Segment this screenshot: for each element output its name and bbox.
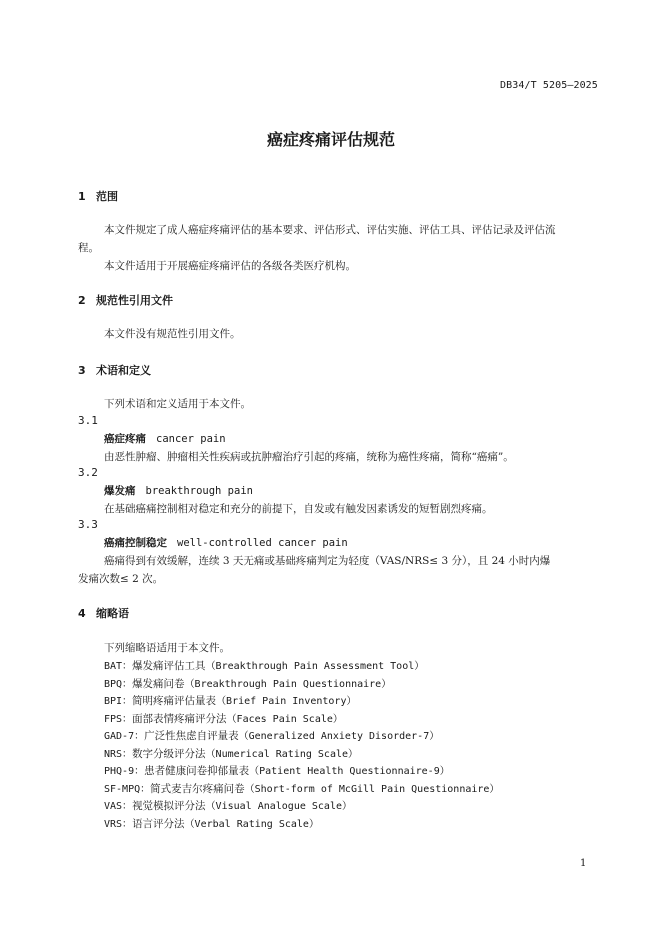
- doc-number: DB34/T 5205—2025: [500, 80, 598, 91]
- section-4-heading: [78, 605, 129, 621]
- abbreviation-item: GAD-7：广泛性焦虑自评量表（Generalized Anxiety Disorder-7）: [104, 730, 440, 742]
- abbreviation-item: NRS：数字分级评分法（Numerical Rating Scale）: [104, 748, 359, 760]
- paragraph: 本文件规定了成人癌症疼痛评估的基本要求、评估形式、评估实施、评估工具、评估记录及评估流: [104, 224, 556, 236]
- term-heading: [104, 535, 348, 550]
- term-zh: 爆发痛: [104, 485, 136, 497]
- paragraph: 下列术语和定义适用于本文件。: [104, 398, 251, 410]
- page-number: 1: [580, 858, 587, 869]
- abbreviation-item: FPS：面部表情疼痛评分法（Faces Pain Scale）: [104, 713, 343, 725]
- abbreviation-item: VAS：视觉模拟评分法（Visual Analogue Scale）: [104, 800, 352, 812]
- term-number: 3.2: [78, 466, 98, 479]
- abbreviation-item: BPI：简明疼痛评估量表（Brief Pain Inventory）: [104, 695, 357, 707]
- section-number: 3: [78, 364, 86, 377]
- term-number: 3.1: [78, 414, 98, 427]
- abbreviation-item: PHQ-9：患者健康问卷抑郁量表（Patient Health Questionnaire-9）: [104, 765, 450, 777]
- section-number: 2: [78, 294, 86, 307]
- section-number: 1: [78, 190, 86, 203]
- abbreviation-item: BPQ：爆发痛问卷（Breakthrough Pain Questionnaire）: [104, 678, 392, 690]
- term-en: cancer pain: [156, 433, 226, 445]
- term-definition: 在基础癌痛控制相对稳定和充分的前提下，自发或有触发因素诱发的短暂剧烈疼痛。: [104, 503, 493, 515]
- paragraph: 本文件适用于开展癌症疼痛评估的各级各类医疗机构。: [104, 260, 356, 272]
- term-zh: 癌痛控制稳定: [104, 537, 167, 549]
- section-2-heading: [78, 292, 173, 308]
- abbreviation-item: BAT：爆发痛评估工具（Breakthrough Pain Assessment Tool）: [104, 660, 425, 672]
- section-title: 规范性引用文件: [96, 294, 173, 307]
- section-1-heading: [78, 188, 118, 204]
- term-definition: 癌痛得到有效缓解，连续 3 天无痛或基础疼痛判定为轻度（VAS/NRS≤ 3 分），且 24 小时内爆: [104, 555, 551, 567]
- term-number: 3.3: [78, 518, 98, 531]
- section-title: 术语和定义: [96, 364, 151, 377]
- section-title: 缩略语: [96, 607, 129, 620]
- term-en: well-controlled cancer pain: [177, 537, 348, 549]
- term-zh: 癌症疼痛: [104, 433, 146, 445]
- paragraph-continued: 程。: [78, 242, 99, 254]
- page-title: 癌症疼痛评估规范: [266, 130, 395, 149]
- abbreviation-item: VRS：语言评分法（Verbal Rating Scale）: [104, 818, 319, 830]
- section-title: 范围: [96, 190, 118, 203]
- term-heading: [104, 431, 226, 446]
- term-definition-continued: 发痛次数≤ 2 次。: [78, 573, 164, 585]
- term-heading: [104, 483, 253, 498]
- term-en: breakthrough pain: [145, 485, 253, 497]
- paragraph: 下列缩略语适用于本文件。: [104, 642, 230, 654]
- paragraph: 本文件没有规范性引用文件。: [104, 328, 241, 340]
- section-3-heading: [78, 362, 151, 378]
- abbreviation-item: SF-MPQ：简式麦吉尔疼痛问卷（Short-form of McGill Pain Questionnaire）: [104, 783, 500, 795]
- term-definition: 由恶性肿瘤、肿瘤相关性疾病或抗肿瘤治疗引起的疼痛，统称为癌性疼痛，简称“癌痛”。: [104, 451, 514, 463]
- section-number: 4: [78, 607, 86, 620]
